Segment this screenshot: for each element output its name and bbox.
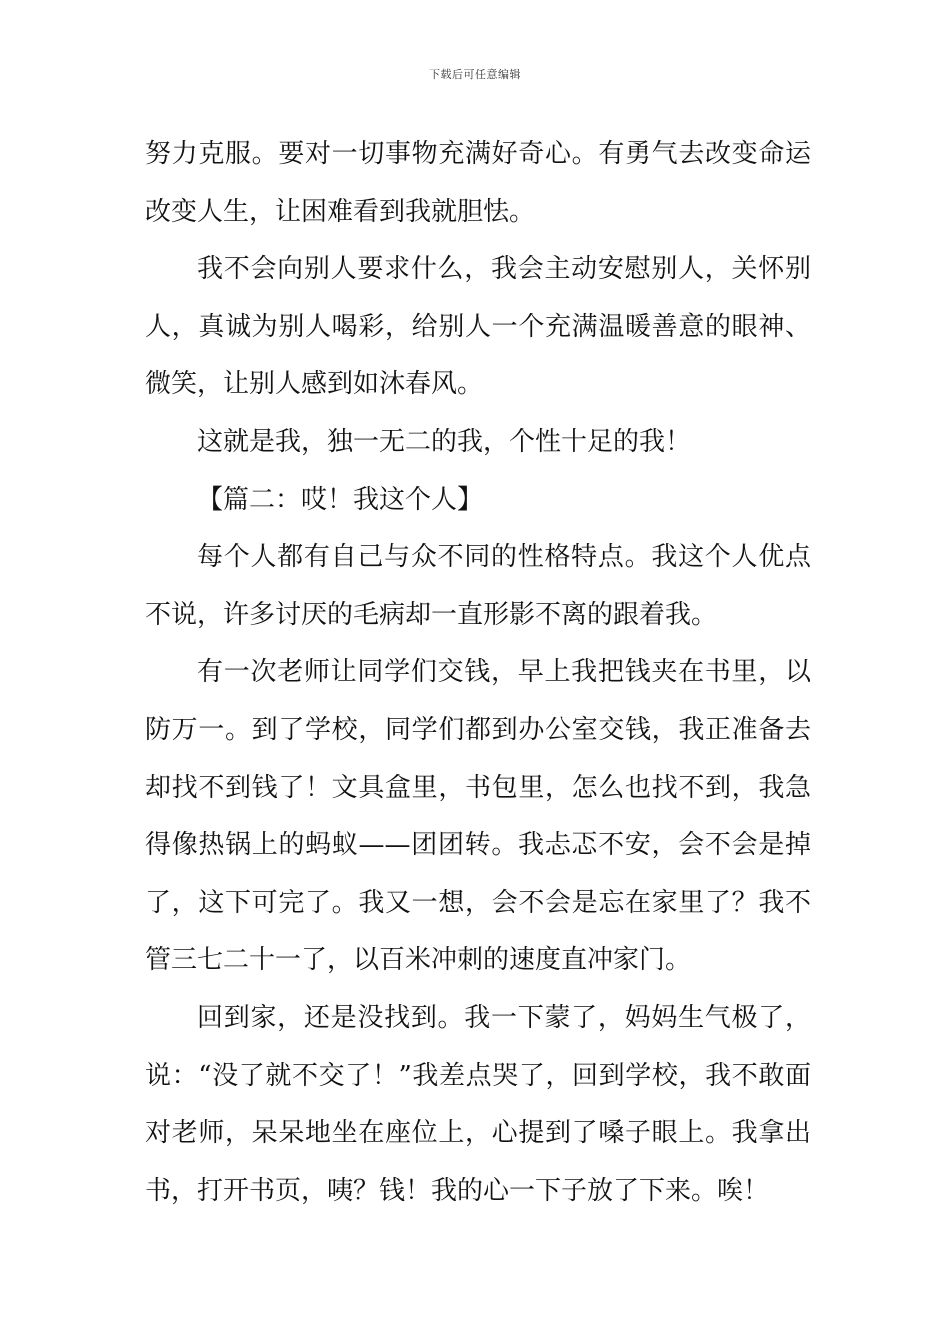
paragraph: 我不会向别人要求什么，我会主动安慰别人，关怀别人，真诚为别人喝彩，给别人一个充满温暖善意的眼神、微笑，让别人感到如沐春风。 (145, 254, 811, 400)
paragraph: 有一次老师让同学们交钱，早上我把钱夹在书里，以防万一。到了学校，同学们都到办公室交钱，我正准备去却找不到钱了！文具盒里，书包里，怎么也找不到，我急得像热锅上的蚂蚁——团团转。我忐忑不安，会不会是掉了，这下可完了。我又一想，会不会是忘在家里了？我不管三七二十一了，以百米冲刺的速度直冲家门。 (145, 657, 811, 976)
paragraph: 每个人都有自己与众不同的性格特点。我这个人优点不说，许多讨厌的毛病却一直形影不离的跟着我。 (145, 542, 811, 630)
section-heading: 【篇二：哎！我这个人】 (197, 484, 484, 515)
document-body (145, 126, 811, 1220)
page-header: 下载后可任意编辑 (429, 68, 521, 81)
paragraph: 这就是我，独一无二的我，个性十足的我！ (197, 426, 692, 457)
paragraph: 努力克服。要对一切事物充满好奇心。有勇气去改变命运改变人生，让困难看到我就胆怯。 (145, 139, 811, 227)
paragraph: 回到家，还是没找到。我一下蒙了，妈妈生气极了，说：“没了就不交了！”我差点哭了，回到学校，我不敢面对老师，呆呆地坐在座位上，心提到了嗓子眼上。我拿出书，打开书页，咦？钱！我的心一下子放了下来。唉！ (145, 1002, 811, 1206)
